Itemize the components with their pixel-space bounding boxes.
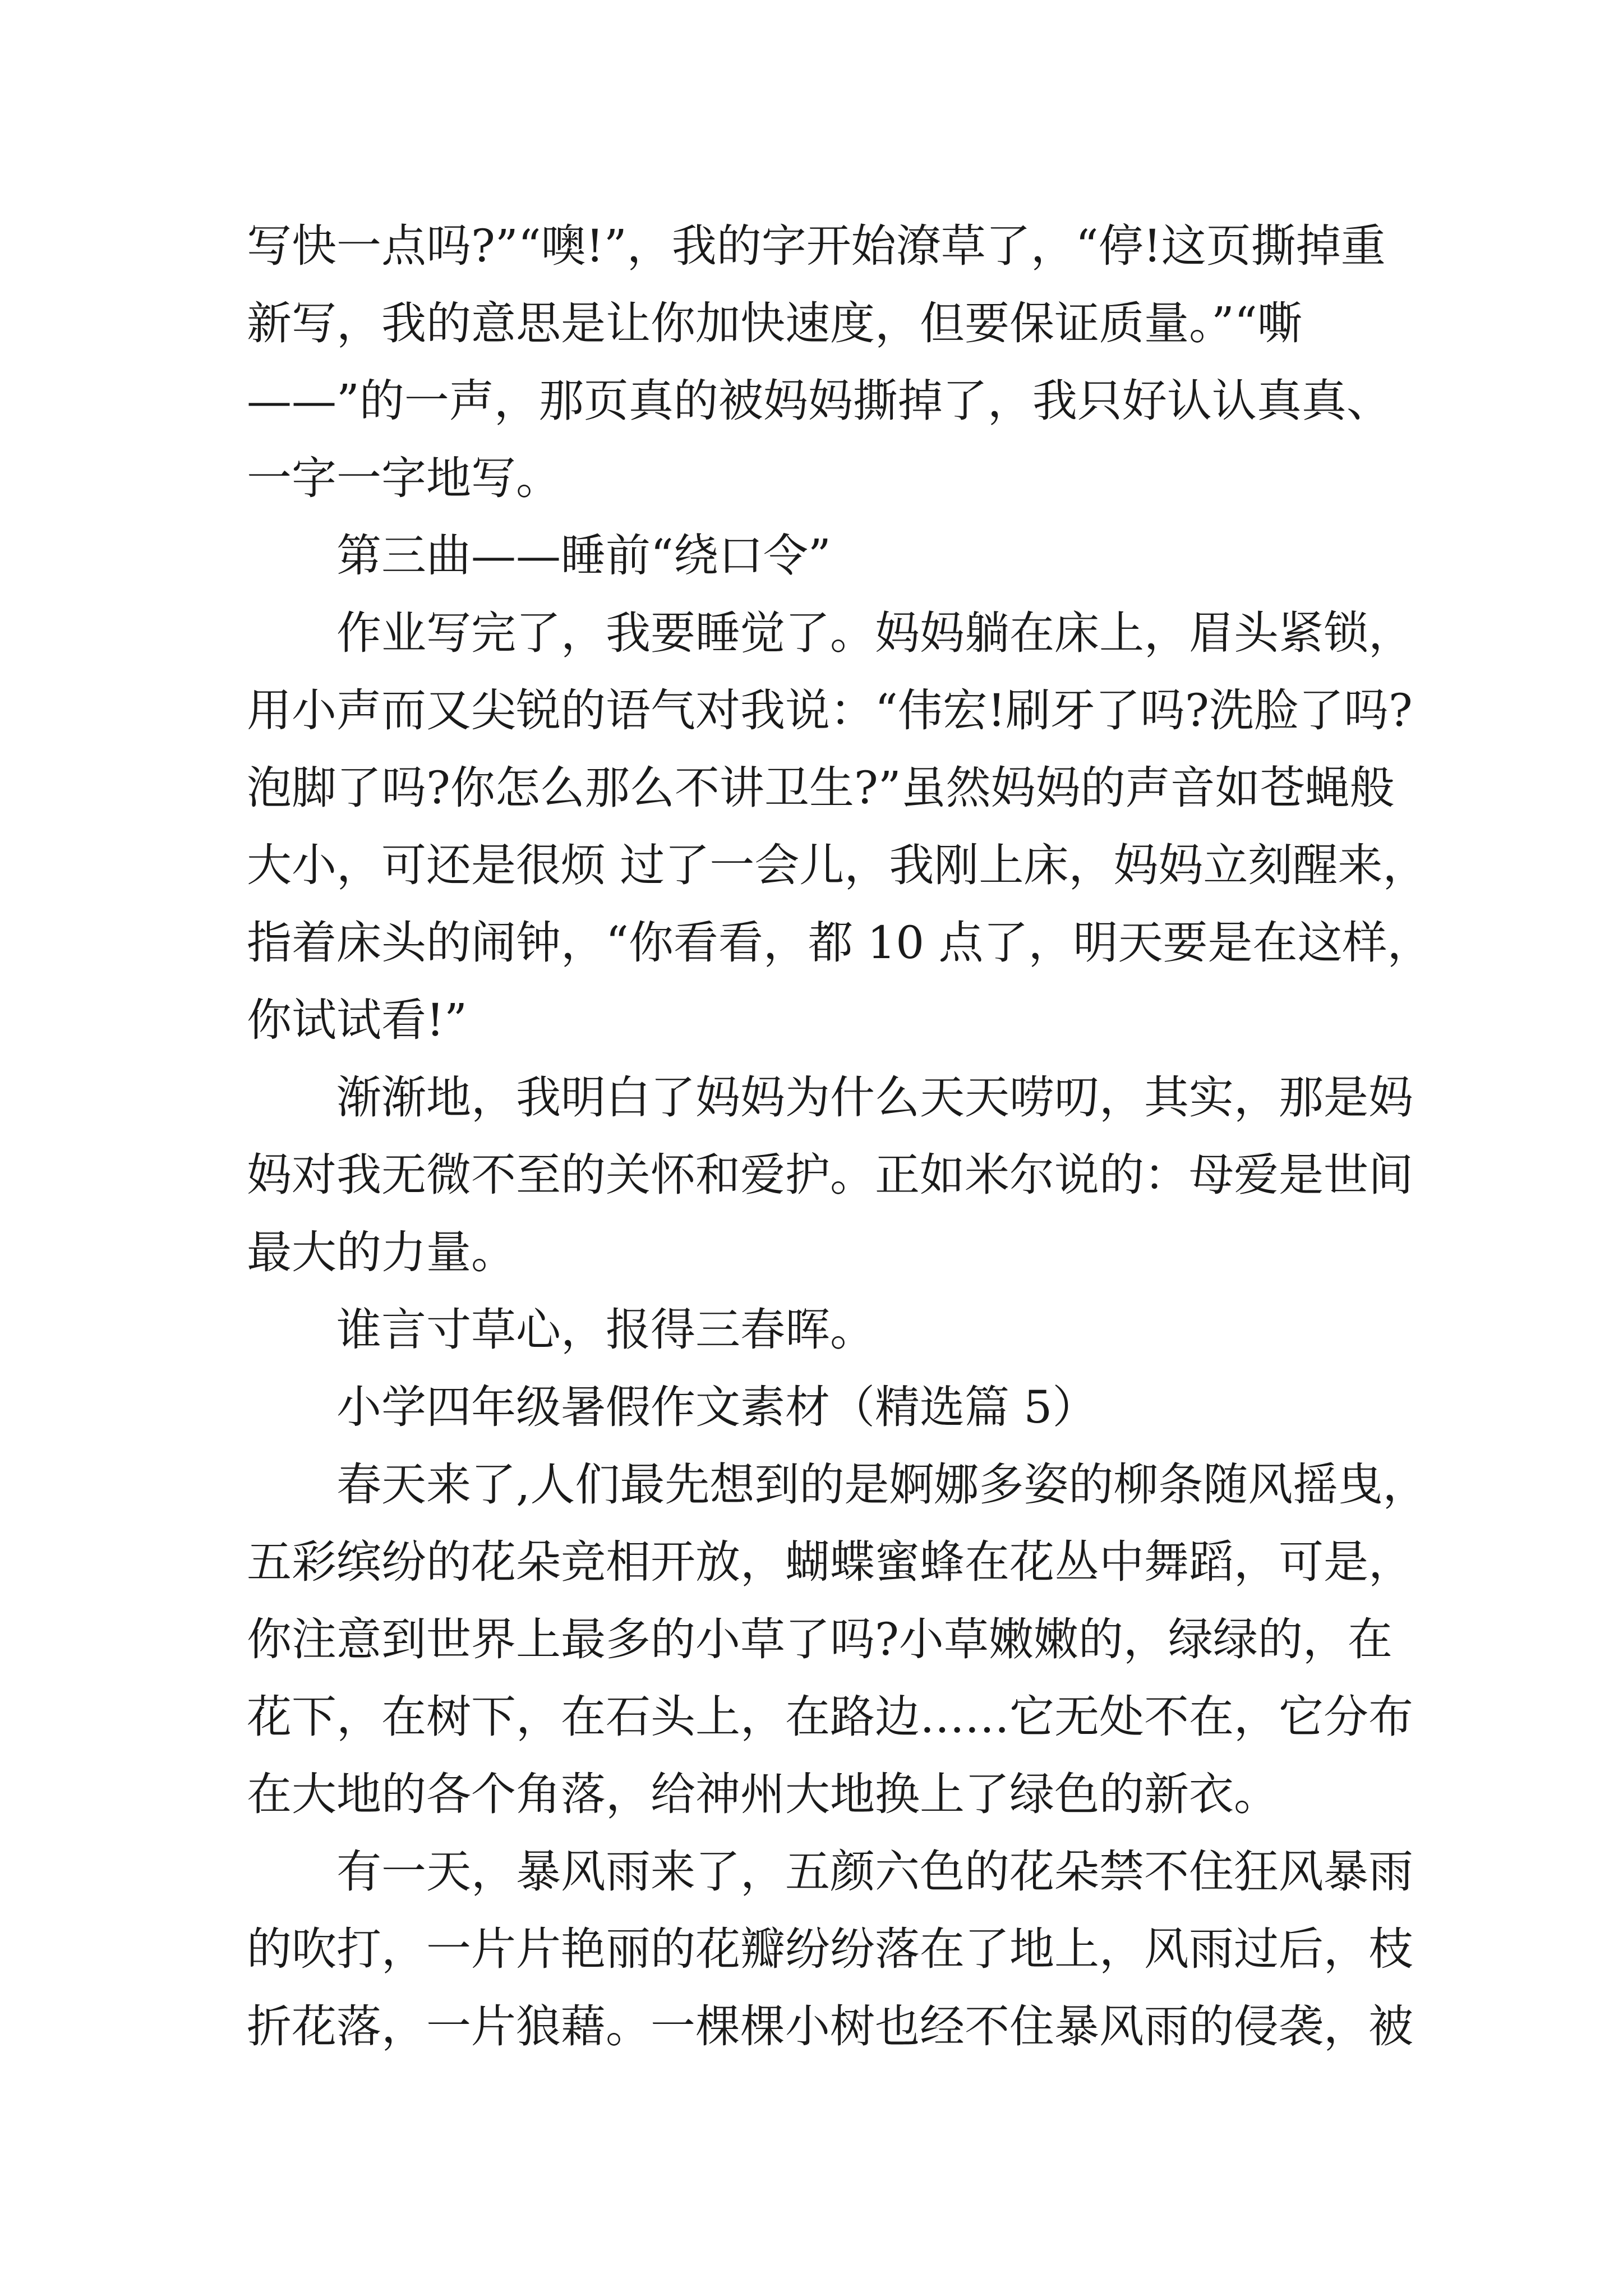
text-line: 春天来了,人们最先想到的是婀娜多姿的柳条随风摇曳， <box>336 1458 1428 1511</box>
paragraph <box>247 595 1432 1059</box>
text-line: 小学四年级暑假作文素材（精选篇 5） <box>336 1381 1098 1433</box>
article-title <box>247 1369 1419 1446</box>
text-line: 折花落，一片狼藉。一棵棵小树也经不住暴风雨的侵袭，被 <box>247 2000 1413 2053</box>
paragraph <box>247 1833 1419 2065</box>
text-line: 作业写完了，我要睡觉了。妈妈躺在床上，眉头紧锁， <box>336 607 1413 659</box>
text-line: 第三曲——睡前“绕口令” <box>336 530 831 582</box>
paragraph <box>247 1291 1419 1369</box>
text-line: 在大地的各个角落，给神州大地换上了绿色的新衣。 <box>247 1768 1279 1820</box>
text-line: 渐渐地，我明白了妈妈为什么天天唠叨，其实，那是妈 <box>336 1071 1413 1124</box>
text-line: ——”的一声，那页真的被妈妈撕掉了，我只好认认真真、 <box>247 375 1391 427</box>
text-line: 谁言寸草心，报得三春晖。 <box>336 1304 875 1356</box>
text-line: 最大的力量。 <box>247 1226 516 1278</box>
text-line: 妈对我无微不至的关怀和爱护。正如米尔说的：母爱是世间 <box>247 1149 1413 1201</box>
text-line: 一字一字地写。 <box>247 452 561 504</box>
section-heading <box>247 517 1419 595</box>
text-line: 指着床头的闹钟，“你看看，都 10 点了，明天要是在这样， <box>247 917 1432 969</box>
body-text <box>247 208 1432 2065</box>
text-line: 花下，在树下，在石头上，在路边……它无处不在，它分布 <box>247 1691 1413 1743</box>
paragraph <box>247 208 1419 517</box>
paragraph <box>247 1446 1428 1833</box>
text-line: 有一天，暴风雨来了，五颜六色的花朵禁不住狂风暴雨 <box>336 1846 1413 1898</box>
text-line: 你注意到世界上最多的小草了吗?小草嫩嫩的，绿绿的，在 <box>247 1613 1393 1665</box>
text-line: 大小，可还是很烦 过了一会儿，我刚上床，妈妈立刻醒来， <box>247 839 1428 891</box>
text-line: 泡脚了吗?你怎么那么不讲卫生?”虽然妈妈的声音如苍蝇般 <box>247 762 1395 814</box>
text-line: 的吹打，一片片艳丽的花瓣纷纷落在了地上，风雨过后，枝 <box>247 1923 1413 1975</box>
text-line: 新写，我的意思是让你加快速度，但要保证质量。”“嘶 <box>247 297 1302 349</box>
paragraph <box>247 1059 1419 1291</box>
text-line: 写快一点吗?”“噢!”，我的字开始潦草了，“停!这页撕掉重 <box>247 220 1386 272</box>
text-line: 你试试看!” <box>247 994 468 1046</box>
text-line: 五彩缤纷的花朵竞相开放，蝴蝶蜜蜂在花丛中舞蹈，可是， <box>247 1536 1413 1588</box>
text-line: 用小声而又尖锐的语气对我说：“伟宏!刷牙了吗?洗脸了吗? <box>247 684 1413 737</box>
